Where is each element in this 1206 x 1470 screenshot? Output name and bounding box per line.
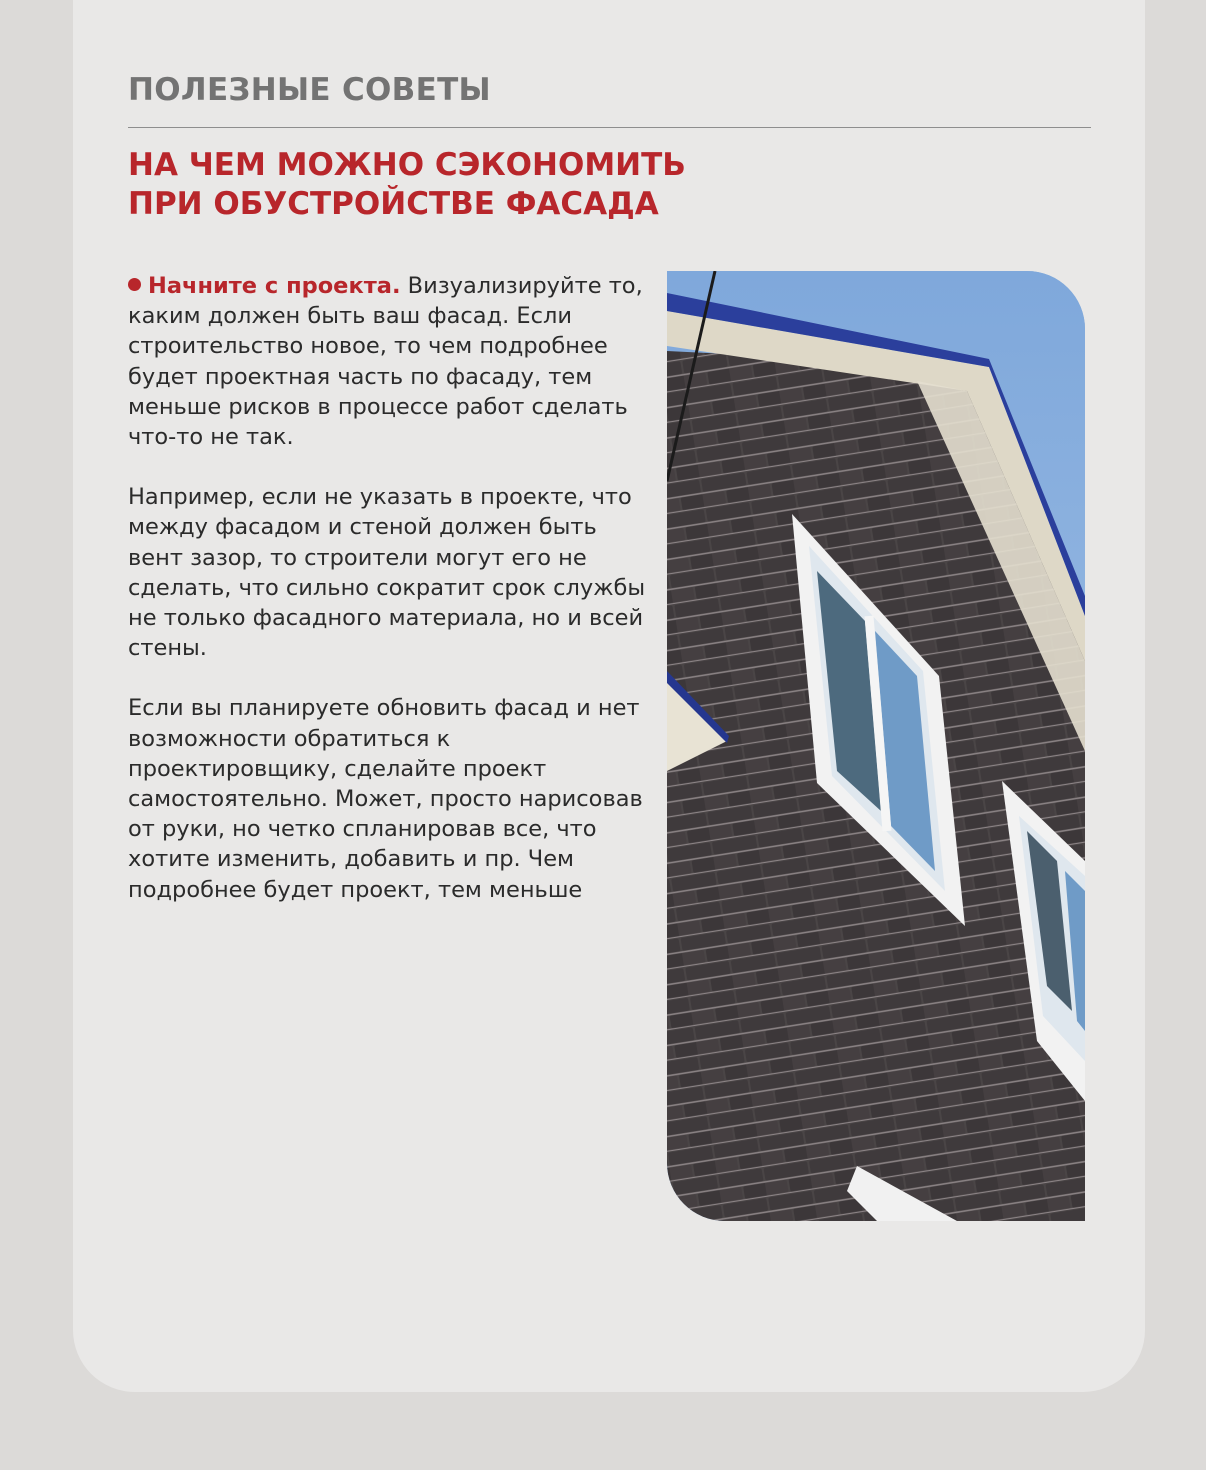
page-title bbox=[128, 146, 928, 224]
paragraph-3: Если вы планируете обновить фасад и нет возможности обратиться к проектировщику, сделайте проект самостоятельно. Может, просто нарисовав от руки, но четко спланировав все, что хотите изменить, добавить и пр. Чем подробнее будет проект, тем меньше bbox=[128, 695, 643, 903]
divider bbox=[128, 127, 1091, 128]
section-label: ПОЛЕЗНЫЕ СОВЕТЫ bbox=[128, 72, 491, 108]
article-body bbox=[128, 271, 658, 935]
paragraph-lead: Начните с проекта. bbox=[148, 273, 401, 299]
house-facade-photo bbox=[667, 271, 1085, 1221]
paragraph-1 bbox=[128, 271, 658, 452]
title-line-1: НА ЧЕМ МОЖНО СЭКОНОМИТЬ bbox=[128, 147, 686, 183]
paragraph-1-text: Визуализируйте то, каким должен быть ваш фасад. Если строительство новое, то чем подробнее будет проектная часть по фасаду, тем меньше рисков в процессе работ сделать что-то не так. bbox=[128, 273, 643, 451]
title-line-2: ПРИ ОБУСТРОЙСТВЕ ФАСАДА bbox=[128, 186, 659, 222]
bullet-icon bbox=[128, 278, 141, 291]
paragraph-2: Например, если не указать в проекте, что между фасадом и стеной должен быть вент зазор, то строители могут его не сделать, что сильно сократит срок службы не только фасадного материала, но и всей стены. bbox=[128, 484, 646, 662]
